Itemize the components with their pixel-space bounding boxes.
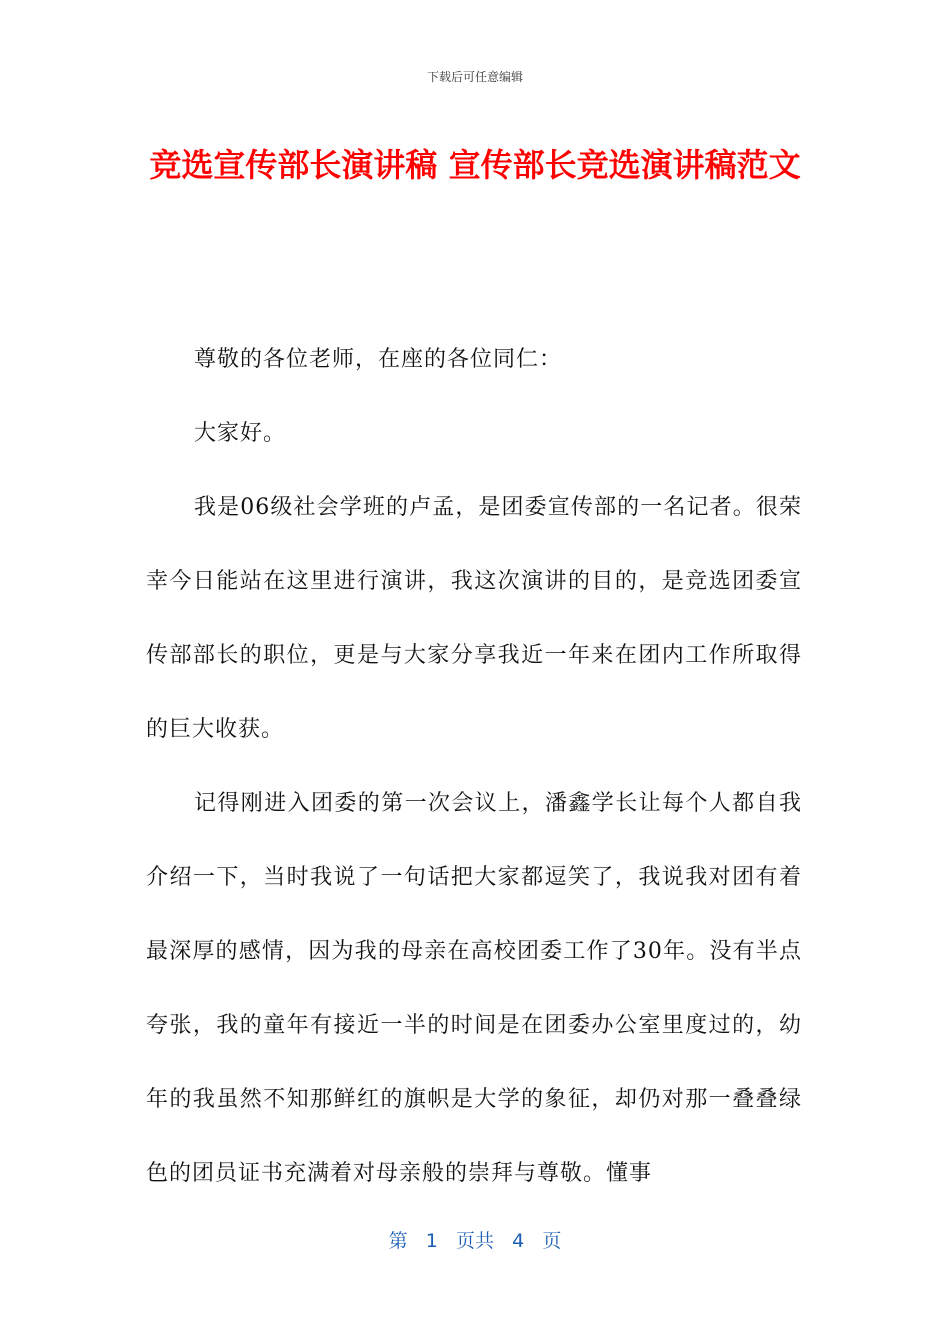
paragraph-greeting: 大家好。 (194, 421, 287, 446)
page-suffix: 页 (542, 1230, 562, 1252)
page-prefix: 第 (388, 1230, 408, 1252)
paragraph-salutation: 尊敬的各位老师，在座的各位同仁： (194, 347, 563, 372)
document-title: 竞选宣传部长演讲稿 宣传部长竞选演讲稿范文 (149, 146, 801, 184)
page-footer (0, 1226, 950, 1253)
document-body (146, 323, 802, 1211)
paragraph-introduction: 我是06级社会学班的卢孟，是团委宣传部的一名记者。很荣幸今日能站在这里进行演讲，我这次演讲的目的，是竞选团委宣传部部长的职位，更是与大家分享我近一年来在团内工作所取得的巨大收获。 (146, 495, 802, 742)
current-page-number: 1 (425, 1230, 438, 1252)
total-pages-number: 4 (512, 1230, 525, 1252)
header-note: 下载后可任意编辑 (426, 70, 523, 84)
paragraph-memory: 记得刚进入团委的第一次会议上，潘鑫学长让每个人都自我介绍一下，当时我说了一句话把大家都逗笑了，我说我对团有着最深厚的感情，因为我的母亲在高校团委工作了30年。没有半点夸张，我的童年有接近一半的时间是在团委办公室里度过的，幼年的我虽然不知那鲜红的旗帜是大学的象征，却仍对那一叠叠绿色的团员证书充满着对母亲般的崇拜与尊敬。懂事 (146, 791, 802, 1186)
page-middle: 页共 (455, 1230, 494, 1252)
